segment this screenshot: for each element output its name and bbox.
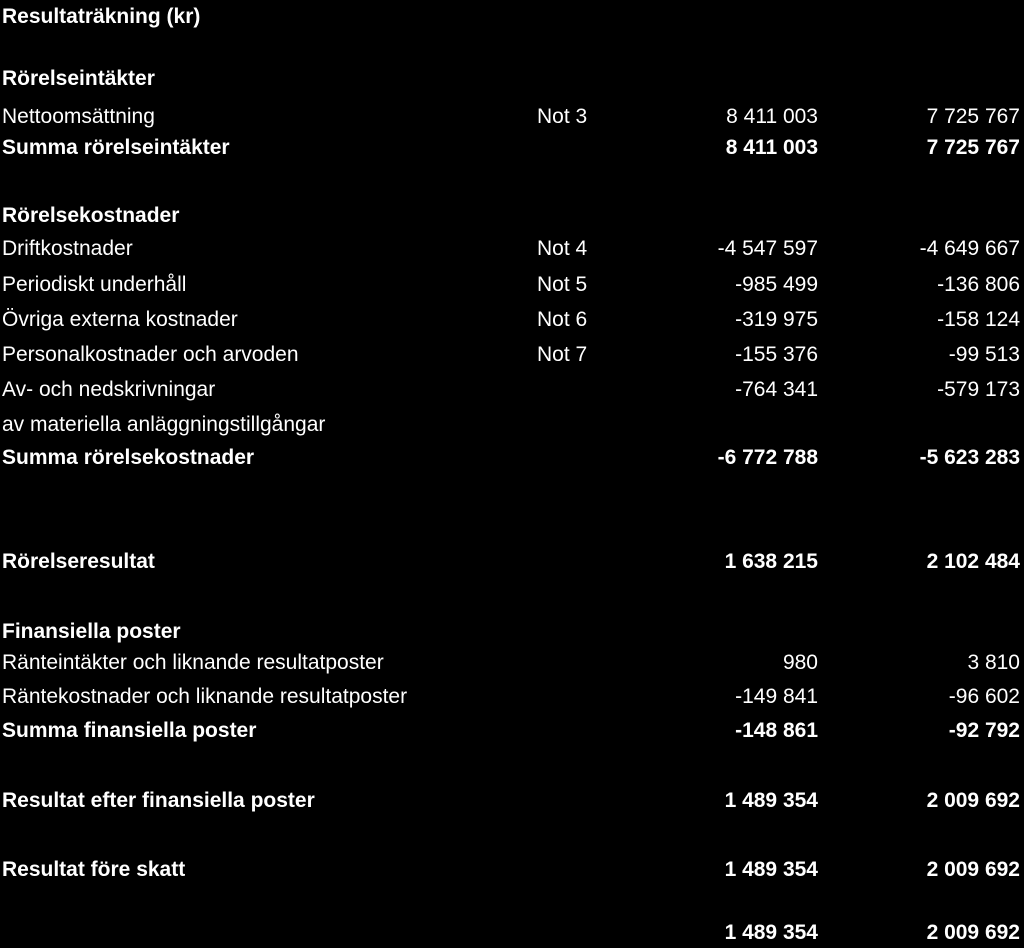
- row-total-financial-items: [0, 716, 1024, 746]
- row-value-previous: -579 173: [937, 378, 1020, 401]
- row-value-current: 8 411 003: [726, 105, 818, 128]
- row-value-previous: -99 513: [948, 343, 1020, 366]
- row-value-current: -6 772 788: [717, 446, 818, 469]
- row-periodic-maintenance: [0, 270, 1024, 300]
- row-value-previous: 7 725 767: [926, 136, 1020, 159]
- row-value-previous: -136 806: [937, 273, 1020, 296]
- row-operating-costs: [0, 234, 1024, 264]
- row-value-previous: -96 602: [948, 685, 1020, 708]
- heading-label: Rörelseintäkter: [2, 67, 155, 90]
- row-net-sales: [0, 102, 1024, 132]
- row-value-previous: 7 725 767: [926, 105, 1020, 128]
- row-value-previous: 3 810: [967, 651, 1020, 674]
- row-label: Periodiskt underhåll: [2, 273, 187, 296]
- row-label: Summa rörelseintäkter: [2, 136, 230, 159]
- row-value-current: 8 411 003: [725, 136, 818, 159]
- row-label: Resultat efter finansiella poster: [2, 789, 315, 812]
- row-depreciation-continued: [0, 410, 1024, 440]
- row-label: Av- och nedskrivningar: [2, 378, 216, 401]
- row-value-previous: 2 102 484: [926, 550, 1020, 573]
- row-value-current: 1 489 354: [724, 921, 818, 944]
- section-heading-operating-expenses: [0, 201, 1024, 231]
- row-value-previous: -5 623 283: [919, 446, 1020, 469]
- row-value-previous: 2 009 692: [926, 921, 1020, 944]
- row-note: Not 3: [537, 105, 588, 128]
- row-label: Summa finansiella poster: [2, 719, 257, 742]
- row-note: Not 4: [537, 237, 588, 260]
- row-label: Resultat före skatt: [2, 858, 186, 881]
- row-result-before-tax: [0, 855, 1024, 885]
- row-value-current: -4 547 597: [717, 237, 818, 260]
- row-result-after-financial-items: [0, 786, 1024, 816]
- row-value-current: 980: [782, 651, 818, 674]
- row-value-previous: -158 124: [937, 308, 1020, 331]
- row-label: Räntekostnader och liknande resultatposter: [2, 685, 408, 708]
- row-value-current: 1 489 354: [724, 789, 818, 812]
- heading-label: Finansiella poster: [2, 620, 181, 643]
- row-value-previous: -92 792: [948, 719, 1020, 742]
- row-label: Driftkostnader: [2, 237, 133, 260]
- section-heading-operating-income: [0, 64, 1024, 94]
- row-personnel-costs: [0, 340, 1024, 370]
- row-total-operating-income: [0, 133, 1024, 163]
- heading-label: Rörelsekostnader: [2, 204, 180, 227]
- row-value-current: 1 638 215: [724, 550, 818, 573]
- row-value-current: -155 376: [735, 343, 818, 366]
- row-note: Not 5: [537, 273, 588, 296]
- row-label: Nettoomsättning: [2, 105, 155, 128]
- page-title: Resultaträkning (kr): [2, 5, 201, 28]
- row-note: Not 7: [537, 343, 588, 366]
- row-depreciation: [0, 375, 1024, 405]
- row-total-operating-expenses: [0, 443, 1024, 473]
- row-value-current: -764 341: [735, 378, 818, 401]
- row-value-current: 1 489 354: [724, 858, 818, 881]
- row-label: Personalkostnader och arvoden: [2, 343, 299, 366]
- row-label: Ränteintäkter och liknande resultatposter: [2, 651, 384, 674]
- row-value-current: -148 861: [735, 719, 818, 742]
- row-note: Not 6: [537, 308, 588, 331]
- row-value-previous: 2 009 692: [926, 789, 1020, 812]
- section-heading-financial-items: [0, 617, 1024, 647]
- row-value-previous: -4 649 667: [919, 237, 1020, 260]
- row-interest-income: [0, 648, 1024, 678]
- row-label: Rörelseresultat: [2, 550, 155, 573]
- row-other-external-costs: [0, 305, 1024, 335]
- row-value-current: -149 841: [735, 685, 818, 708]
- row-interest-expenses: [0, 682, 1024, 712]
- row-value-current: -985 499: [735, 273, 818, 296]
- row-net-result: [0, 918, 1024, 948]
- row-operating-result: [0, 547, 1024, 577]
- row-value-previous: 2 009 692: [926, 858, 1020, 881]
- row-value-current: -319 975: [735, 308, 818, 331]
- row-label: av materiella anläggningstillgångar: [2, 413, 326, 436]
- row-label: Summa rörelsekostnader: [2, 446, 255, 469]
- row-label: Övriga externa kostnader: [2, 308, 238, 331]
